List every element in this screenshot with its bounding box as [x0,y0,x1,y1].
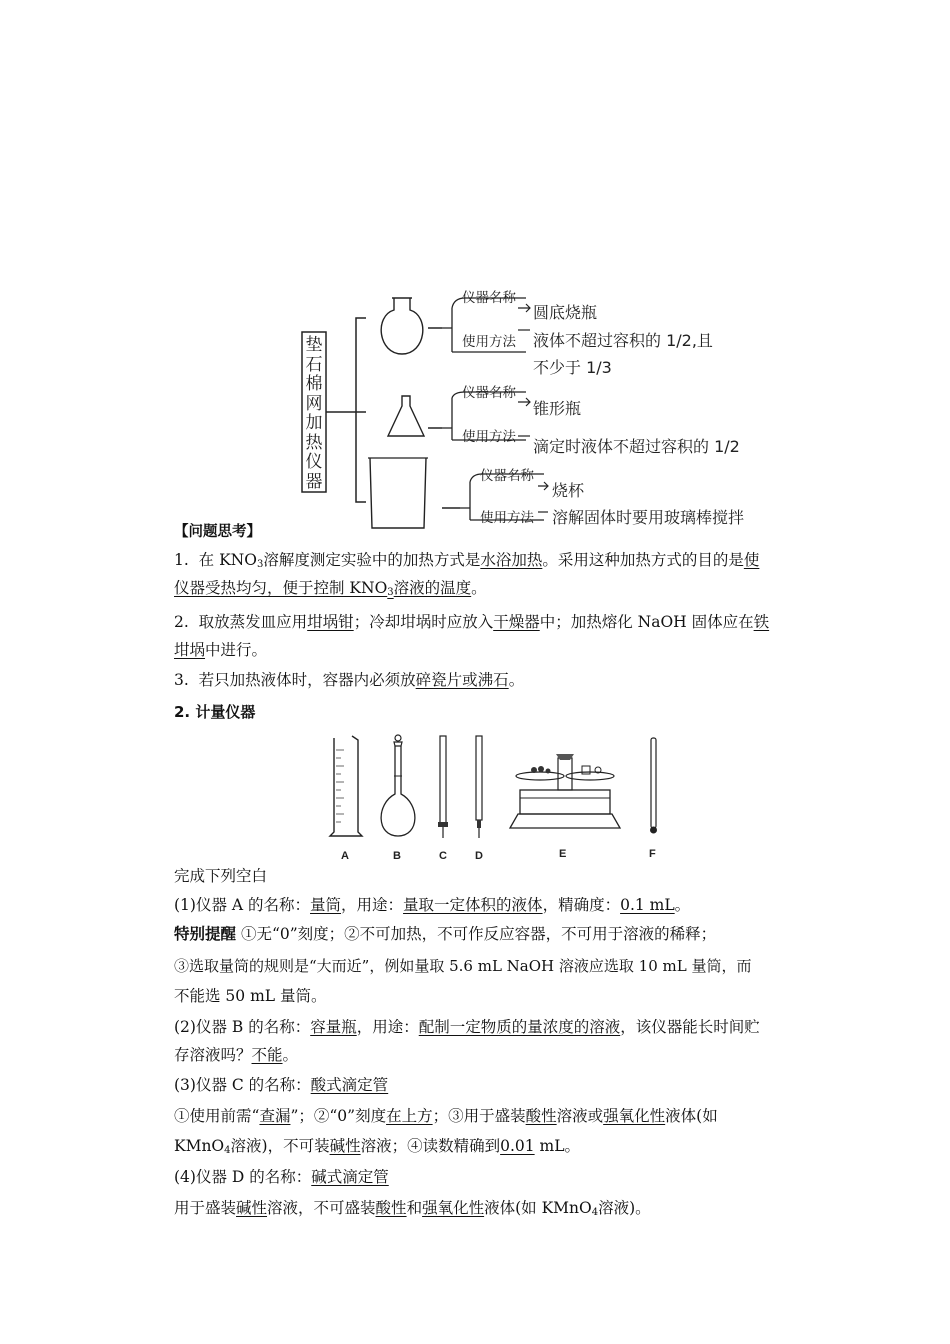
think-heading: 【问题思考】 [174,524,261,540]
row1-use-label: 使用方法 [462,334,516,350]
item-a: (1)仪器 A 的名称：量筒，用途：量取一定体积的液体，精确度：0.1 mL。 [174,896,691,914]
answer-desiccator: 干燥器 [493,613,540,631]
question-2-line2: 坩埚中进行。 [174,641,268,659]
item-c-line2: ①使用前需“查漏”；②“0”刻度在上方；③用于盛装酸性溶液或强氧化性液体(如 [174,1107,718,1125]
special-tip-line2: ③选取量筒的规则是“大而近”，例如量取 5.6 mL NaOH 溶液应选取 10 mL 量筒，而 [174,957,752,975]
measure-heading: 2. 计量仪器 [174,703,256,721]
answer-heat-evenly: 仪器受热均匀，便于控制 KNO [174,579,388,597]
row3-name: 烧杯 [552,481,585,500]
item-d-line2: 用于盛装碱性溶液，不可盛装酸性和强氧化性液体(如 KMnO$_4$溶液)。 [174,1199,651,1218]
answer-volumetric-flask: 容量瓶 [310,1018,357,1036]
acid-burette-icon [438,736,448,838]
answer-base-burette: 碱式滴定管 [311,1168,389,1186]
question-1-line1: 1. 在 $KNO_3$溶解度测定实验中的加热方式是水浴加热。采用这种加热方式的目的是使 [174,551,760,570]
row2-use-label: 使用方法 [462,429,516,445]
round-bottom-flask-icon [381,298,423,354]
base-burette-icon [476,736,482,838]
row2-name-label: 仪器名称 [462,385,516,401]
row3-use-line1: 溶解固体时要用玻璃棒搅拌 [552,508,745,527]
heating-apparatus-diagram [290,268,790,538]
volumetric-flask-icon [381,735,415,836]
answer-boiling-chips: 碎瓷片或沸石 [415,671,509,689]
item-b-line1: (2)仪器 B 的名称：容量瓶，用途：配制一定物质的量浓度的溶液，该仪器能长时间贮 [174,1018,760,1036]
label-e: E [559,848,567,860]
label-b: B [393,850,401,862]
balance-scale-icon [510,754,620,828]
label-d: D [475,850,483,862]
item-c-line3: KMnO$_4$溶液)，不可装碱性溶液；④读数精确到0.01 mL。 [174,1137,581,1156]
special-tip-label: 特别提醒 [174,925,237,943]
row1-use-line1: 液体不超过容积的 1/2,且 [533,331,713,350]
question-3: 3. 若只加热液体时，容器内必须放碎瓷片或沸石。 [174,671,525,689]
instrument-drawings [320,732,670,867]
label-c: C [439,850,447,862]
row3-name-label: 仪器名称 [480,468,534,484]
thermometer-icon [650,738,657,834]
row3-use-label: 使用方法 [480,510,534,526]
category-vertical-label: 垫石棉网加热仪器 [305,335,323,492]
row1-name-label: 仪器名称 [462,290,516,306]
answer-iron-crucible: 坩埚 [174,641,206,659]
graduated-cylinder-icon [330,736,362,836]
beaker-icon [368,458,428,528]
item-d-line1: (4)仪器 D 的名称：碱式滴定管 [174,1168,389,1186]
question-1-line2: 仪器受热均匀，便于控制 $KNO_3$溶液的温度。 [174,579,487,598]
row1-use-line2: 不少于 1/3 [533,358,612,377]
question-2-line1: 2. 取放蒸发皿应用坩埚钳；冷却坩埚时应放入干燥器中；加热熔化 NaOH 固体应在铁 [174,613,770,631]
label-a: A [341,850,349,862]
conical-flask-icon [388,396,424,436]
answer-acid-burette: 酸式滴定管 [310,1076,389,1094]
measuring-instruments-figure [320,732,670,867]
fill-heading: 完成下列空白 [174,867,268,885]
special-tip-line1: 特别提醒 ①无“0”刻度；②不可加热，不可作反应容器，不可用于溶液的稀释； [174,925,717,943]
row2-use-line1: 滴定时液体不超过容积的 1/2 [533,437,740,456]
label-f: F [649,848,656,860]
special-tip-line3: 不能选 50 mL 量筒。 [174,987,327,1005]
item-c-line1: (3)仪器 C 的名称：酸式滴定管 [174,1076,389,1094]
answer-measuring-cylinder: 量筒 [310,896,342,914]
row2-name: 锥形瓶 [533,399,582,418]
answer-water-bath: 水浴加热 [480,551,543,569]
item-b-line2: 存溶液吗？不能。 [174,1046,299,1064]
row1-name: 圆底烧瓶 [533,303,598,322]
answer-crucible-tongs: 坩埚钳 [307,613,354,631]
